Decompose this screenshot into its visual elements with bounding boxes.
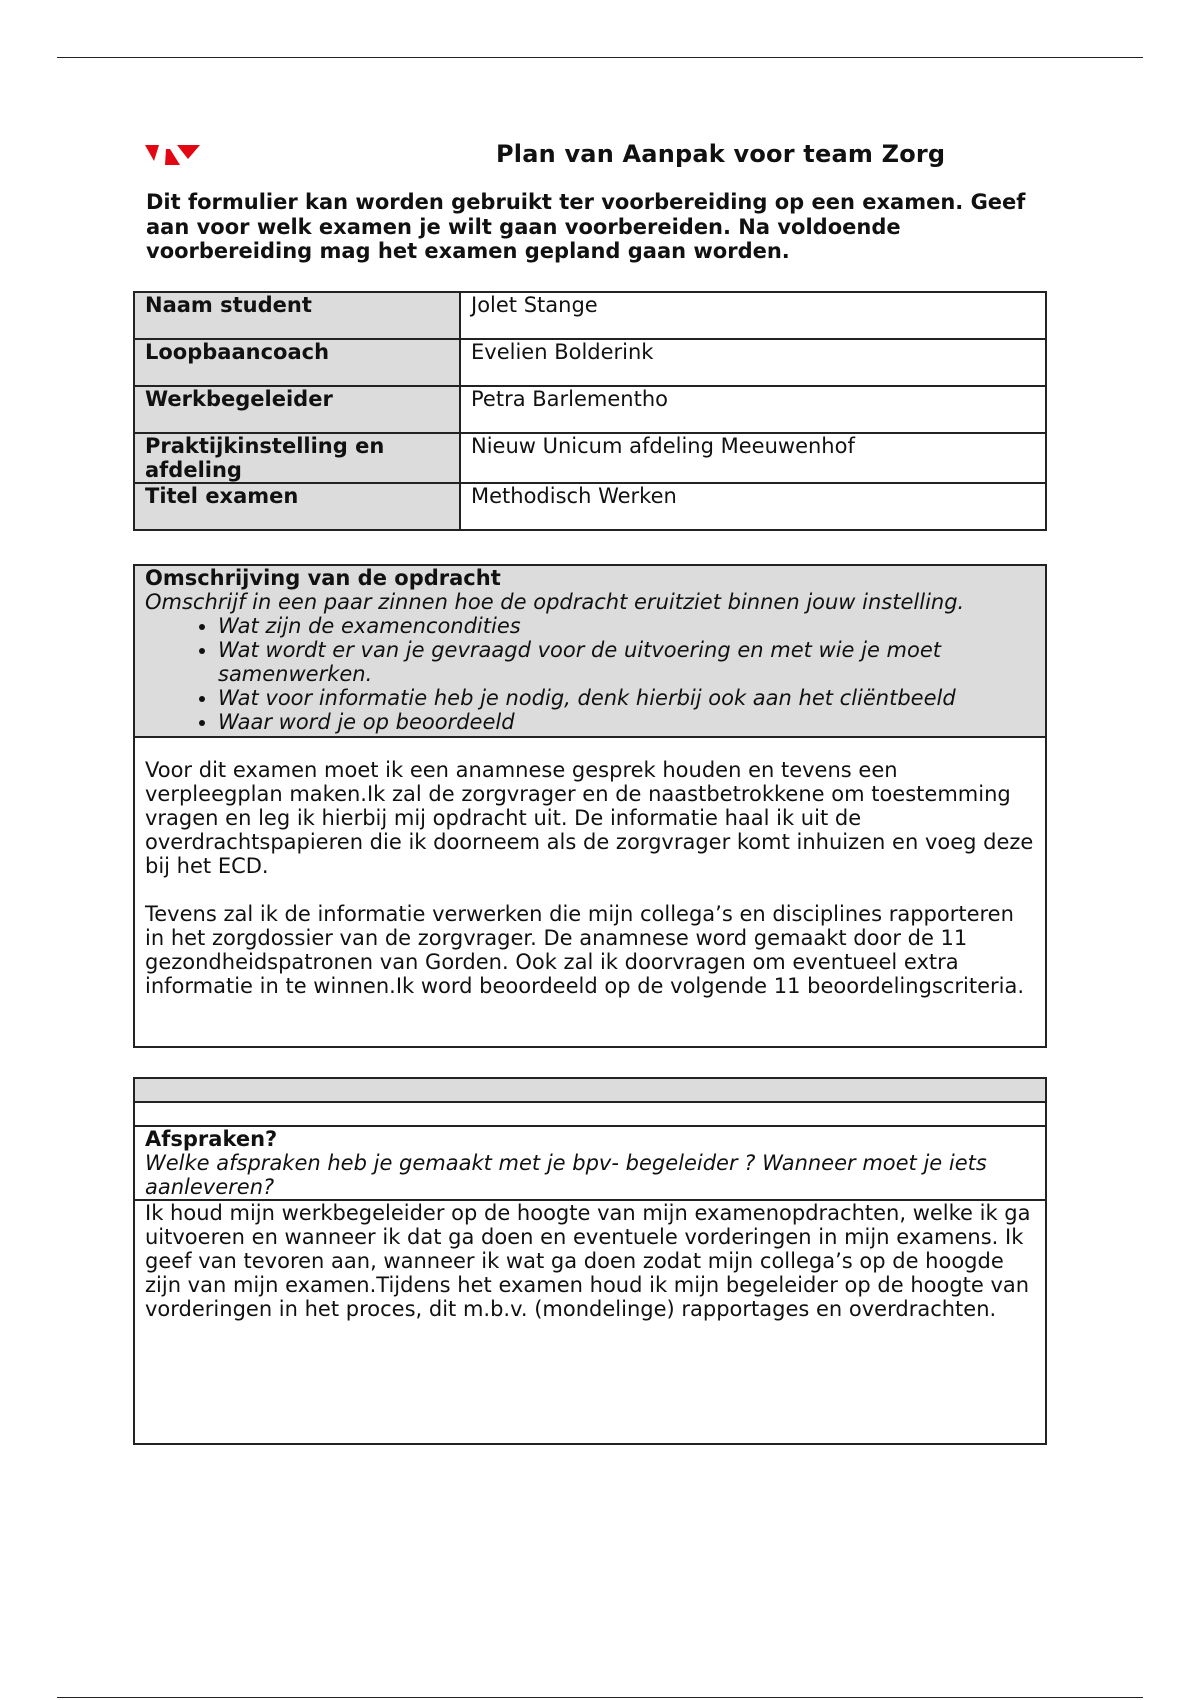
page-bottom-rule (57, 1697, 1143, 1698)
opdracht-instruction: Omschrijf in een paar zinnen hoe de opdracht eruitziet binnen jouw instelling. (145, 590, 965, 614)
value-loopbaancoach: Evelien Bolderink (460, 339, 1046, 386)
afspraken-blank-row (134, 1102, 1046, 1126)
student-info-table (133, 291, 1047, 531)
page-top-rule (57, 57, 1143, 58)
opdracht-header-cell (134, 565, 1046, 737)
list-item: • Wat voor informatie heb je nodig, denk hierbij ook aan het cliëntbeeld (218, 686, 1035, 710)
opdracht-paragraph-1: Voor dit examen moet ik een anamnese gesprek houden en tevens een verpleegplan maken.Ik zal de zorgvrager en de naastbetrokkene om toestemming vragen en leg ik hierbij mij opdracht uit. De informatie haal ik uit de overdrachtspapieren die ik doorneem als de zorgvrager komt inhuizen en voeg deze bij het ECD. (145, 758, 1034, 878)
label-werkbegeleider: Werkbegeleider (134, 386, 460, 433)
afspraken-heading: Afspraken? (145, 1127, 278, 1151)
logo-shape-left (145, 145, 159, 161)
value-werkbegeleider: Petra Barlementho (460, 386, 1046, 433)
list-item: • Wat zijn de examencondities (218, 614, 1035, 638)
school-logo (145, 145, 205, 167)
afspraken-header-cell (134, 1126, 1046, 1200)
table-row (134, 292, 1046, 339)
label-praktijkinstelling: Praktijkinstelling en afdeling (134, 433, 460, 483)
logo-shape-right (177, 145, 200, 159)
logo-shape-middle (165, 149, 180, 165)
opdracht-bullet-list (145, 614, 1035, 734)
opdracht-paragraph-2: Tevens zal ik de informatie verwerken die mijn collega’s en disciplines rapporteren in het zorgdossier van de zorgvrager. De anamnese word gemaakt door de 11 gezondheidspatronen van Gorden. Ook zal ik doorvragen om eventueel extra informatie in te winnen.Ik word beoordeeld op de volgende 11 beoordelingscriteria. (145, 902, 1025, 998)
opdracht-table (133, 564, 1047, 1048)
afspraken-answer-cell: Ik houd mijn werkbegeleider op de hoogte van mijn examenopdrachten, welke ik ga uitvoeren en wanneer ik dat ga doen en eventuele vorderingen in mijn examens. Ik geef van tevoren aan, wanneer ik wat ga doen zodat mijn collega’s op de hoogde zijn van mijn examen.Tijdens het examen houd ik mijn begeleider op de hoogte van vorderingen in het proces, dit m.b.v. (mondelinge) rapportages en overdrachten. (134, 1200, 1046, 1444)
list-item: • Wat wordt er van je gevraagd voor de uitvoering en met wie je moet samenwerken. (218, 638, 1035, 686)
page-title: Plan van Aanpak voor team Zorg (496, 140, 946, 168)
table-row (134, 483, 1046, 530)
label-loopbaancoach: Loopbaancoach (134, 339, 460, 386)
value-titel-examen: Methodisch Werken (460, 483, 1046, 530)
table-row (134, 433, 1046, 483)
label-naam-student: Naam student (134, 292, 460, 339)
label-titel-examen: Titel examen (134, 483, 460, 530)
afspraken-table (133, 1077, 1047, 1445)
table-row (134, 339, 1046, 386)
opdracht-answer-cell (134, 737, 1046, 1047)
list-item: • Waar word je op beoordeeld (218, 710, 1035, 734)
table-row (134, 386, 1046, 433)
opdracht-heading: Omschrijving van de opdracht (145, 566, 501, 590)
afspraken-gray-row (134, 1078, 1046, 1102)
afspraken-question: Welke afspraken heb je gemaakt met je bpv- begeleider ? Wanneer moet je iets aanleveren? (145, 1151, 987, 1199)
intro-text: Dit formulier kan worden gebruikt ter voorbereiding op een examen. Geef aan voor welk examen je wilt gaan voorbereiden. Na voldoende voorbereiding mag het examen gepland gaan worden. (146, 190, 1026, 263)
value-praktijkinstelling: Nieuw Unicum afdeling Meeuwenhof (460, 433, 1046, 483)
value-naam-student: Jolet Stange (460, 292, 1046, 339)
